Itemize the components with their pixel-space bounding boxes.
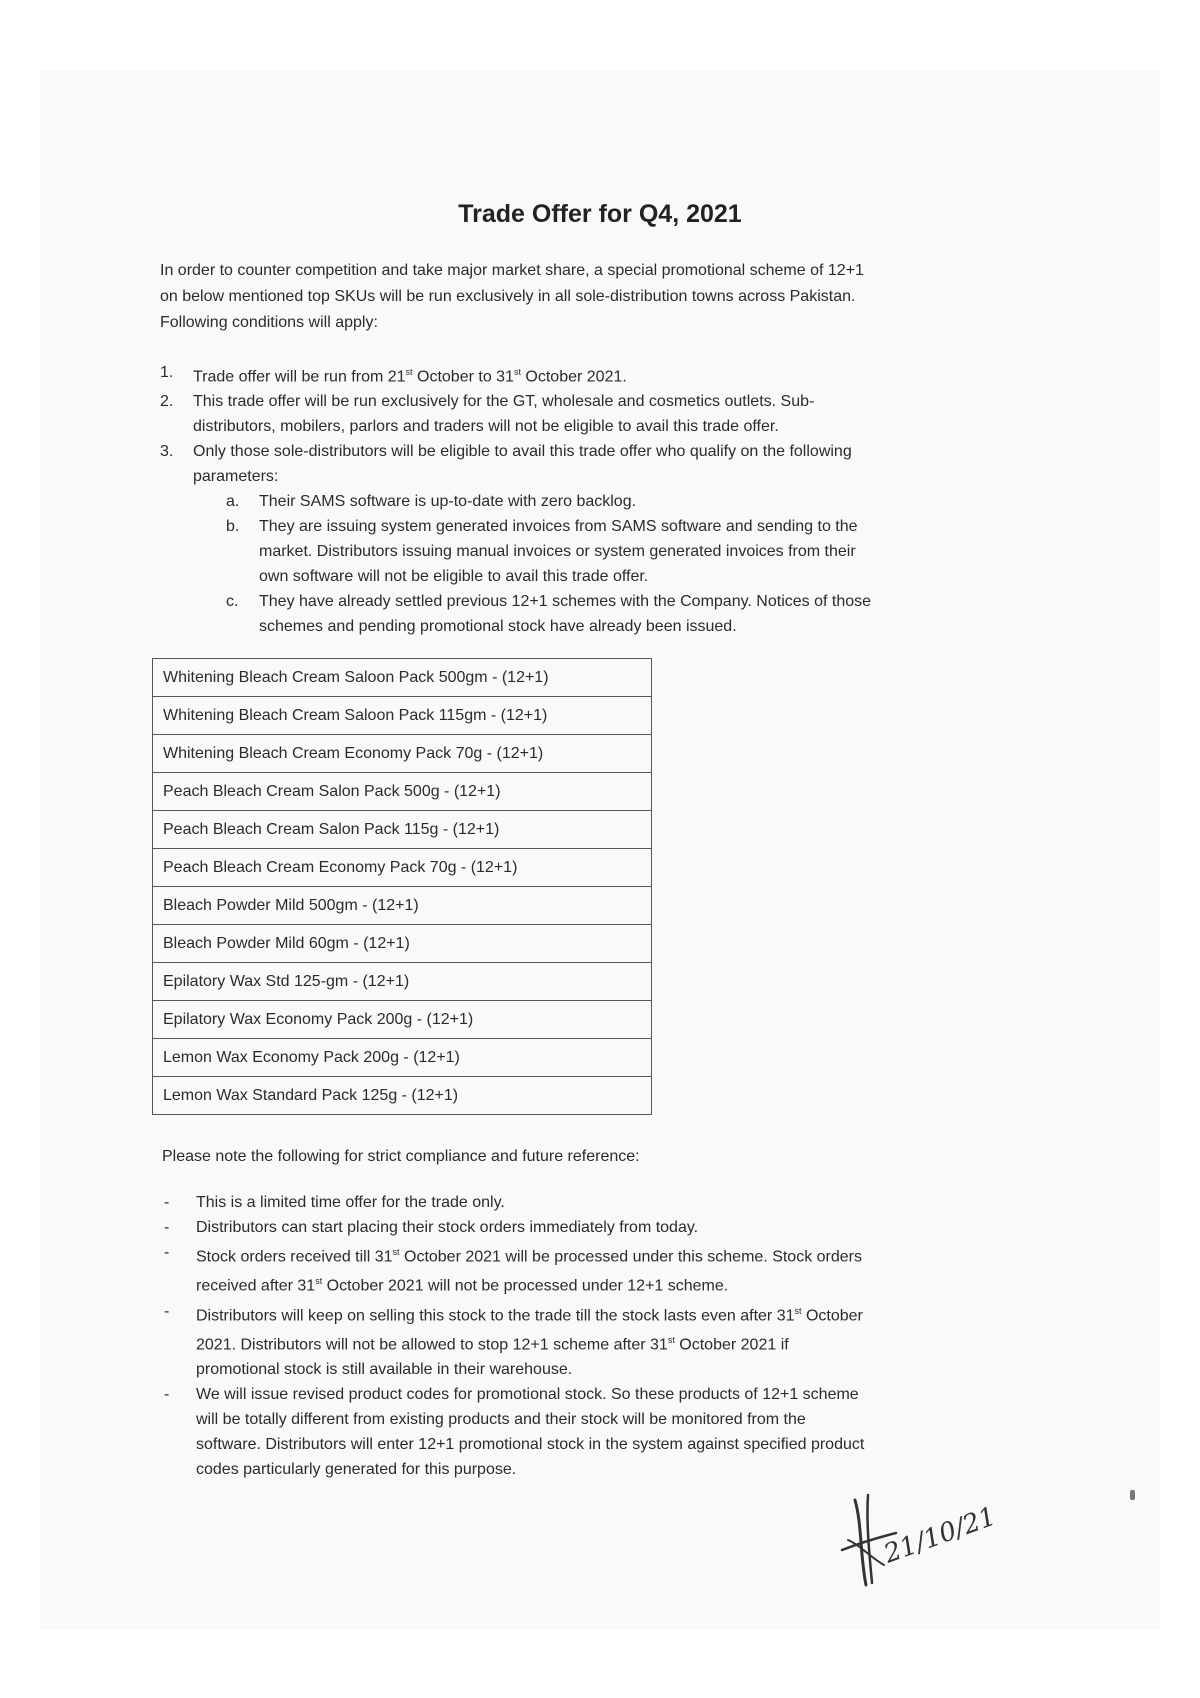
table-row [153,849,652,887]
condition-item: 1. Trade offer will be run from 21st October to 31st October 2021. [160,360,1000,389]
condition-number: 1. [160,364,174,381]
sku-cell: Bleach Powder Mild 500gm - (12+1) [153,887,652,925]
sku-cell: Epilatory Wax Std 125-gm - (12+1) [153,963,652,1001]
scan-speck [1130,1490,1135,1500]
table-row [153,1001,652,1039]
condition-number: 2. [160,393,174,411]
table-row [153,1039,652,1077]
notes-intro: Please note the following for strict compliance and future reference: [162,1148,640,1165]
sku-cell: Epilatory Wax Economy Pack 200g - (12+1) [153,1001,652,1039]
sku-cell: Peach Bleach Cream Economy Pack 70g - (12+1) [153,849,652,887]
sku-cell: Lemon Wax Standard Pack 125g - (12+1) [153,1077,652,1115]
table-row [153,697,652,735]
handwritten-signature [840,1485,1000,1595]
sku-table [152,658,652,1115]
signature-date: 21/10/21 [880,1501,1000,1570]
note-dash: - [164,1302,170,1320]
note-item: - Distributors will keep on selling this stock to the trade till the stock lasts even after 31st October 2021. Distributors will not be allowed to stop 12+1 scheme after 31st October 2021 if promotional stock is still available in their warehouse. [160,1299,1010,1383]
intro-line: In order to counter competition and take major market share, a special promotional scheme of 12+1 [160,262,864,279]
note-dash: - [164,1219,170,1236]
parameter-item: a. Their SAMS software is up-to-date with zero backlog. [226,493,637,511]
intro-paragraph [160,258,1000,336]
condition-item: 3. Only those sole-distributors will be eligible to avail this trade offer who qualify on the following parameters: a. Their SAMS software is up-to-date with zero backlog. b. They are issuing system generated invoices from SAMS software and sending to the market. Distributors issuing manual invoices or system generated invoices from their own software will not be eligible to avail this trade offer. c. They have already settled previous 12+1 schemes with the Company. Notices of those schemes and pending promotional stock have already been issued. [160,439,1000,639]
condition-number: 3. [160,443,174,461]
intro-line: Following conditions will apply: [160,314,378,331]
sku-cell: Whitening Bleach Cream Saloon Pack 500gm - (12+1) [153,659,652,697]
note-item: - Stock orders received till 31st October 2021 will be processed under this scheme. Stock orders received after 31st October 2021 will not be processed under 12+1 scheme. [160,1240,1010,1299]
sku-cell: Lemon Wax Economy Pack 200g - (12+1) [153,1039,652,1077]
parameter-item: c. They have already settled previous 12+1 schemes with the Company. Notices of those schemes and pending promotional stock have already been issued. [226,593,872,636]
table-row [153,659,652,697]
note-item: - This is a limited time offer for the trade only. [160,1190,1010,1215]
sku-cell: Whitening Bleach Cream Saloon Pack 115gm - (12+1) [153,697,652,735]
note-item: - Distributors can start placing their stock orders immediately from today. [160,1215,1010,1240]
notes-list [160,1190,1010,1482]
table-row [153,735,652,773]
table-row [153,773,652,811]
table-row [153,925,652,963]
note-dash: - [164,1386,170,1404]
note-dash: - [164,1194,170,1211]
sku-cell: Peach Bleach Cream Salon Pack 500g - (12+1) [153,773,652,811]
page-title: Trade Offer for Q4, 2021 [458,200,742,228]
table-row [153,1077,652,1115]
sku-cell: Peach Bleach Cream Salon Pack 115g - (12+1) [153,811,652,849]
parameter-item: b. They are issuing system generated invoices from SAMS software and sending to the market. Distributors issuing manual invoices or system generated invoices from their own software will not be eligible to avail this trade offer. [226,518,858,586]
condition-item: 2. This trade offer will be run exclusively for the GT, wholesale and cosmetics outlets. Sub- distributors, mobilers, parlors and traders will not be eligible to avail this trade offer. [160,389,1000,439]
table-row [153,811,652,849]
conditions-list [160,360,1000,639]
table-row [153,963,652,1001]
intro-line: on below mentioned top SKUs will be run exclusively in all sole-distribution towns across Pakistan. [160,288,856,305]
table-row [153,887,652,925]
note-dash: - [164,1244,170,1261]
sku-cell: Bleach Powder Mild 60gm - (12+1) [153,925,652,963]
parameters-list [193,489,1000,639]
sku-cell: Whitening Bleach Cream Economy Pack 70g - (12+1) [153,735,652,773]
note-item: - We will issue revised product codes for promotional stock. So these products of 12+1 scheme will be totally different from existing products and their stock will be monitored from the software. Distributors will enter 12+1 promotional stock in the system against specified product codes particularly generated for this purpose. [160,1382,1010,1482]
